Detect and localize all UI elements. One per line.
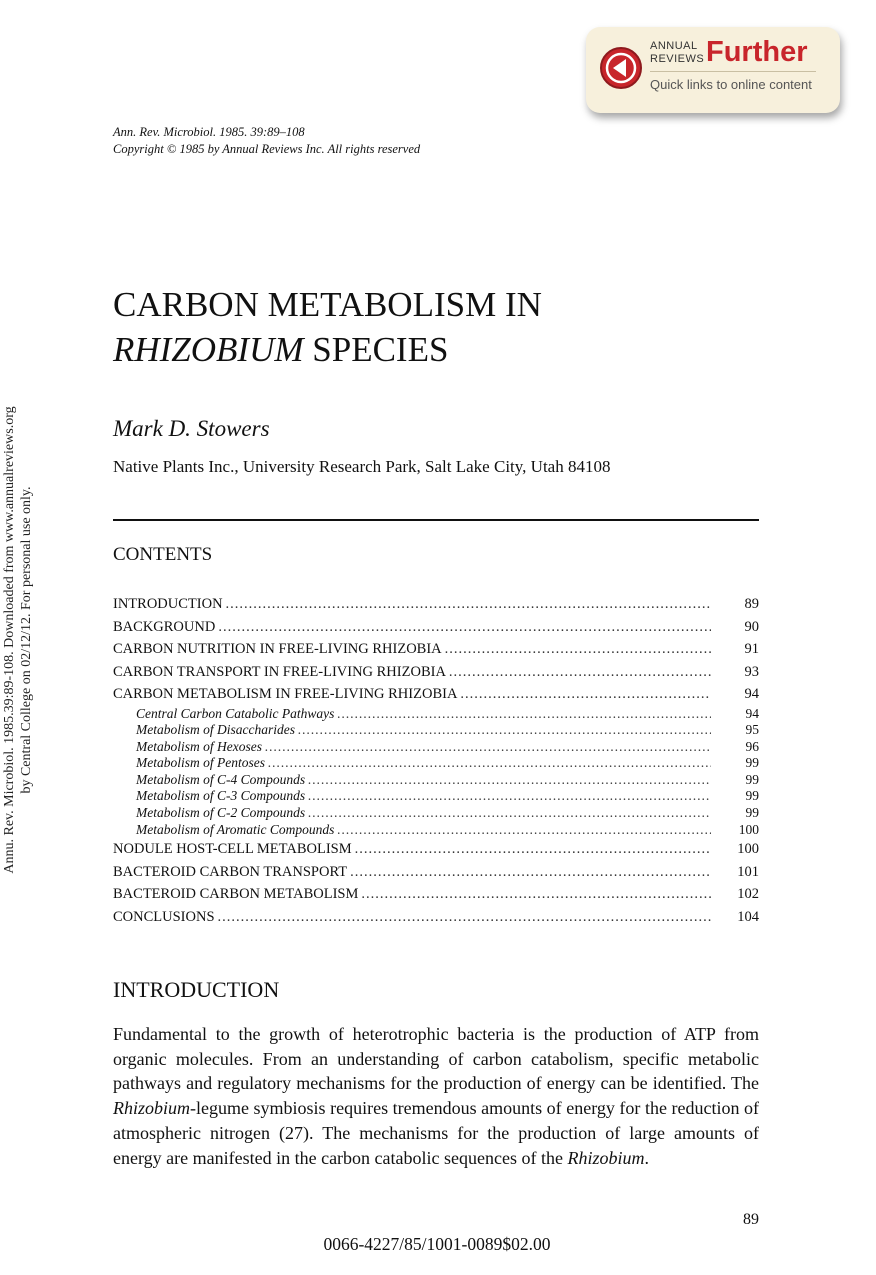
intro-genus-2: Rhizobium bbox=[567, 1147, 645, 1168]
toc-leader-dots bbox=[446, 661, 711, 684]
toc-entry bbox=[113, 906, 759, 929]
badge-reviews-label: REVIEWS bbox=[650, 53, 705, 65]
badge-further-label: Further bbox=[706, 36, 808, 68]
toc-entry-label: Metabolism of C-3 Compounds bbox=[136, 788, 306, 804]
side-note-line-1: Annu. Rev. Microbiol. 1985.39:89-108. Downloaded from www.annualreviews.org bbox=[2, 406, 17, 874]
toc-entry-page: 101 bbox=[737, 863, 759, 880]
toc-entry bbox=[113, 883, 759, 906]
toc-entry-label: BACKGROUND bbox=[113, 618, 216, 635]
toc-entry-page: 99 bbox=[745, 755, 759, 771]
citation bbox=[113, 124, 420, 158]
toc-entry-label: Metabolism of Aromatic Compounds bbox=[136, 821, 335, 837]
toc-entry-label: CARBON TRANSPORT IN FREE-LIVING RHIZOBIA bbox=[113, 663, 446, 680]
side-note-line-2: by Central College on 02/12/12. For personal use only. bbox=[19, 486, 34, 794]
toc-leader-dots bbox=[352, 838, 711, 861]
toc-leader-dots bbox=[305, 772, 711, 789]
introduction-heading: INTRODUCTION bbox=[113, 977, 280, 1002]
further-badge[interactable] bbox=[586, 27, 840, 113]
toc-entry bbox=[113, 739, 759, 756]
intro-genus-1: Rhizobium bbox=[113, 1098, 191, 1119]
badge-annual-label: ANNUAL bbox=[650, 40, 698, 52]
toc-entry-label: BACTEROID CARBON TRANSPORT bbox=[113, 863, 348, 880]
toc-entry bbox=[113, 616, 759, 639]
back-arrow-icon bbox=[600, 47, 642, 89]
title-line-1: CARBON METABOLISM IN bbox=[113, 285, 542, 324]
citation-journal: Ann. Rev. Microbiol. 1985. 39:89–108 bbox=[113, 125, 305, 139]
toc-entry-page: 95 bbox=[745, 722, 759, 738]
toc-entry bbox=[113, 593, 759, 616]
introduction-paragraph bbox=[113, 1022, 759, 1170]
toc-entry-label: CONCLUSIONS bbox=[113, 908, 215, 925]
toc-entry-page: 94 bbox=[745, 705, 759, 721]
toc-entry bbox=[113, 661, 759, 684]
toc-entry bbox=[113, 722, 759, 739]
toc-entry-page: 104 bbox=[737, 908, 759, 925]
section-divider bbox=[113, 519, 759, 521]
table-of-contents bbox=[113, 593, 759, 928]
toc-entry-page: 100 bbox=[738, 821, 759, 837]
toc-entry-label: CARBON NUTRITION IN FREE-LIVING RHIZOBIA bbox=[113, 641, 442, 657]
toc-entry bbox=[113, 788, 759, 805]
toc-entry-label: NODULE HOST-CELL METABOLISM bbox=[113, 841, 352, 858]
toc-entry-page: 91 bbox=[744, 641, 759, 657]
toc-leader-dots bbox=[334, 822, 711, 839]
toc-leader-dots bbox=[223, 593, 711, 616]
toc-entry-label: Metabolism of C-4 Compounds bbox=[136, 771, 306, 787]
toc-entry bbox=[113, 822, 759, 839]
toc-entry-label: Metabolism of Disaccharides bbox=[136, 722, 295, 738]
toc-entry bbox=[113, 638, 759, 661]
toc-entry bbox=[113, 838, 759, 861]
toc-entry-label: CARBON METABOLISM IN FREE-LIVING RHIZOBIA bbox=[113, 686, 458, 702]
title-line-2 bbox=[113, 327, 542, 372]
intro-text-1: Fundamental to the growth of heterotrophic bacteria is the production of ATP from organic molecules. From an understanding of carbon catabolism, specific metabolic pathways and regulatory mechanisms for the production of energy can be identified. The bbox=[113, 1024, 759, 1094]
toc-leader-dots bbox=[347, 861, 711, 884]
toc-leader-dots bbox=[265, 755, 711, 772]
toc-leader-dots bbox=[215, 616, 711, 639]
toc-leader-dots bbox=[358, 883, 711, 906]
badge-subtitle: Quick links to online content bbox=[650, 77, 812, 92]
toc-entry-label: Central Carbon Catabolic Pathways bbox=[136, 705, 335, 721]
toc-entry-label: BACTEROID CARBON METABOLISM bbox=[113, 886, 359, 903]
badge-divider bbox=[650, 71, 816, 72]
toc-entry-page: 90 bbox=[744, 618, 759, 635]
toc-entry bbox=[113, 772, 759, 789]
author-affiliation: Native Plants Inc., University Research Park, Salt Lake City, Utah 84108 bbox=[113, 457, 611, 476]
article-title bbox=[113, 282, 542, 372]
footer-code bbox=[0, 1233, 876, 1255]
toc-entry-page: 94 bbox=[744, 686, 759, 702]
toc-entry bbox=[113, 755, 759, 772]
author-name: Mark D. Stowers bbox=[113, 416, 270, 441]
badge-annual-reviews bbox=[650, 40, 704, 66]
toc-entry-page: 96 bbox=[745, 738, 759, 754]
intro-text-2: -legume symbiosis requires tremendous amounts of energy for the reduction of atmospheric nitrogen (27). The mechanisms for the production of large amounts of energy are manifested in the carbon catabolic sequences of the bbox=[113, 1098, 759, 1168]
toc-leader-dots bbox=[215, 906, 711, 929]
toc-leader-dots bbox=[457, 683, 711, 706]
toc-entry-label: INTRODUCTION bbox=[113, 596, 223, 612]
download-side-note bbox=[1, 360, 35, 920]
toc-entry-page: 99 bbox=[745, 788, 759, 804]
title-species: SPECIES bbox=[303, 330, 449, 369]
toc-entry bbox=[113, 805, 759, 822]
contents-heading: CONTENTS bbox=[113, 544, 213, 565]
toc-entry-page: 89 bbox=[744, 596, 759, 612]
toc-entry-label: Metabolism of Hexoses bbox=[136, 738, 262, 754]
page-number: 89 bbox=[743, 1211, 759, 1228]
toc-entry-page: 102 bbox=[737, 886, 759, 903]
toc-entry-page: 99 bbox=[745, 771, 759, 787]
toc-entry-page: 100 bbox=[737, 841, 759, 858]
toc-leader-dots bbox=[305, 788, 711, 805]
toc-leader-dots bbox=[262, 739, 711, 756]
title-genus: RHIZOBIUM bbox=[113, 330, 304, 369]
toc-entry-page: 93 bbox=[744, 663, 759, 680]
toc-entry-page: 99 bbox=[745, 805, 759, 821]
citation-copyright: Copyright © 1985 by Annual Reviews Inc. All rights reserved bbox=[113, 142, 421, 156]
footer-code-text: 0066-4227/85/1001-0089$02.00 bbox=[323, 1234, 551, 1254]
toc-entry bbox=[113, 706, 759, 723]
toc-entry bbox=[113, 683, 759, 706]
toc-leader-dots bbox=[305, 805, 711, 822]
toc-leader-dots bbox=[295, 722, 711, 739]
toc-leader-dots bbox=[442, 638, 711, 661]
toc-entry-label: Metabolism of Pentoses bbox=[136, 755, 265, 771]
toc-leader-dots bbox=[334, 706, 711, 723]
toc-entry bbox=[113, 861, 759, 884]
toc-entry-label: Metabolism of C-2 Compounds bbox=[136, 805, 306, 821]
intro-text-3: . bbox=[644, 1147, 649, 1168]
